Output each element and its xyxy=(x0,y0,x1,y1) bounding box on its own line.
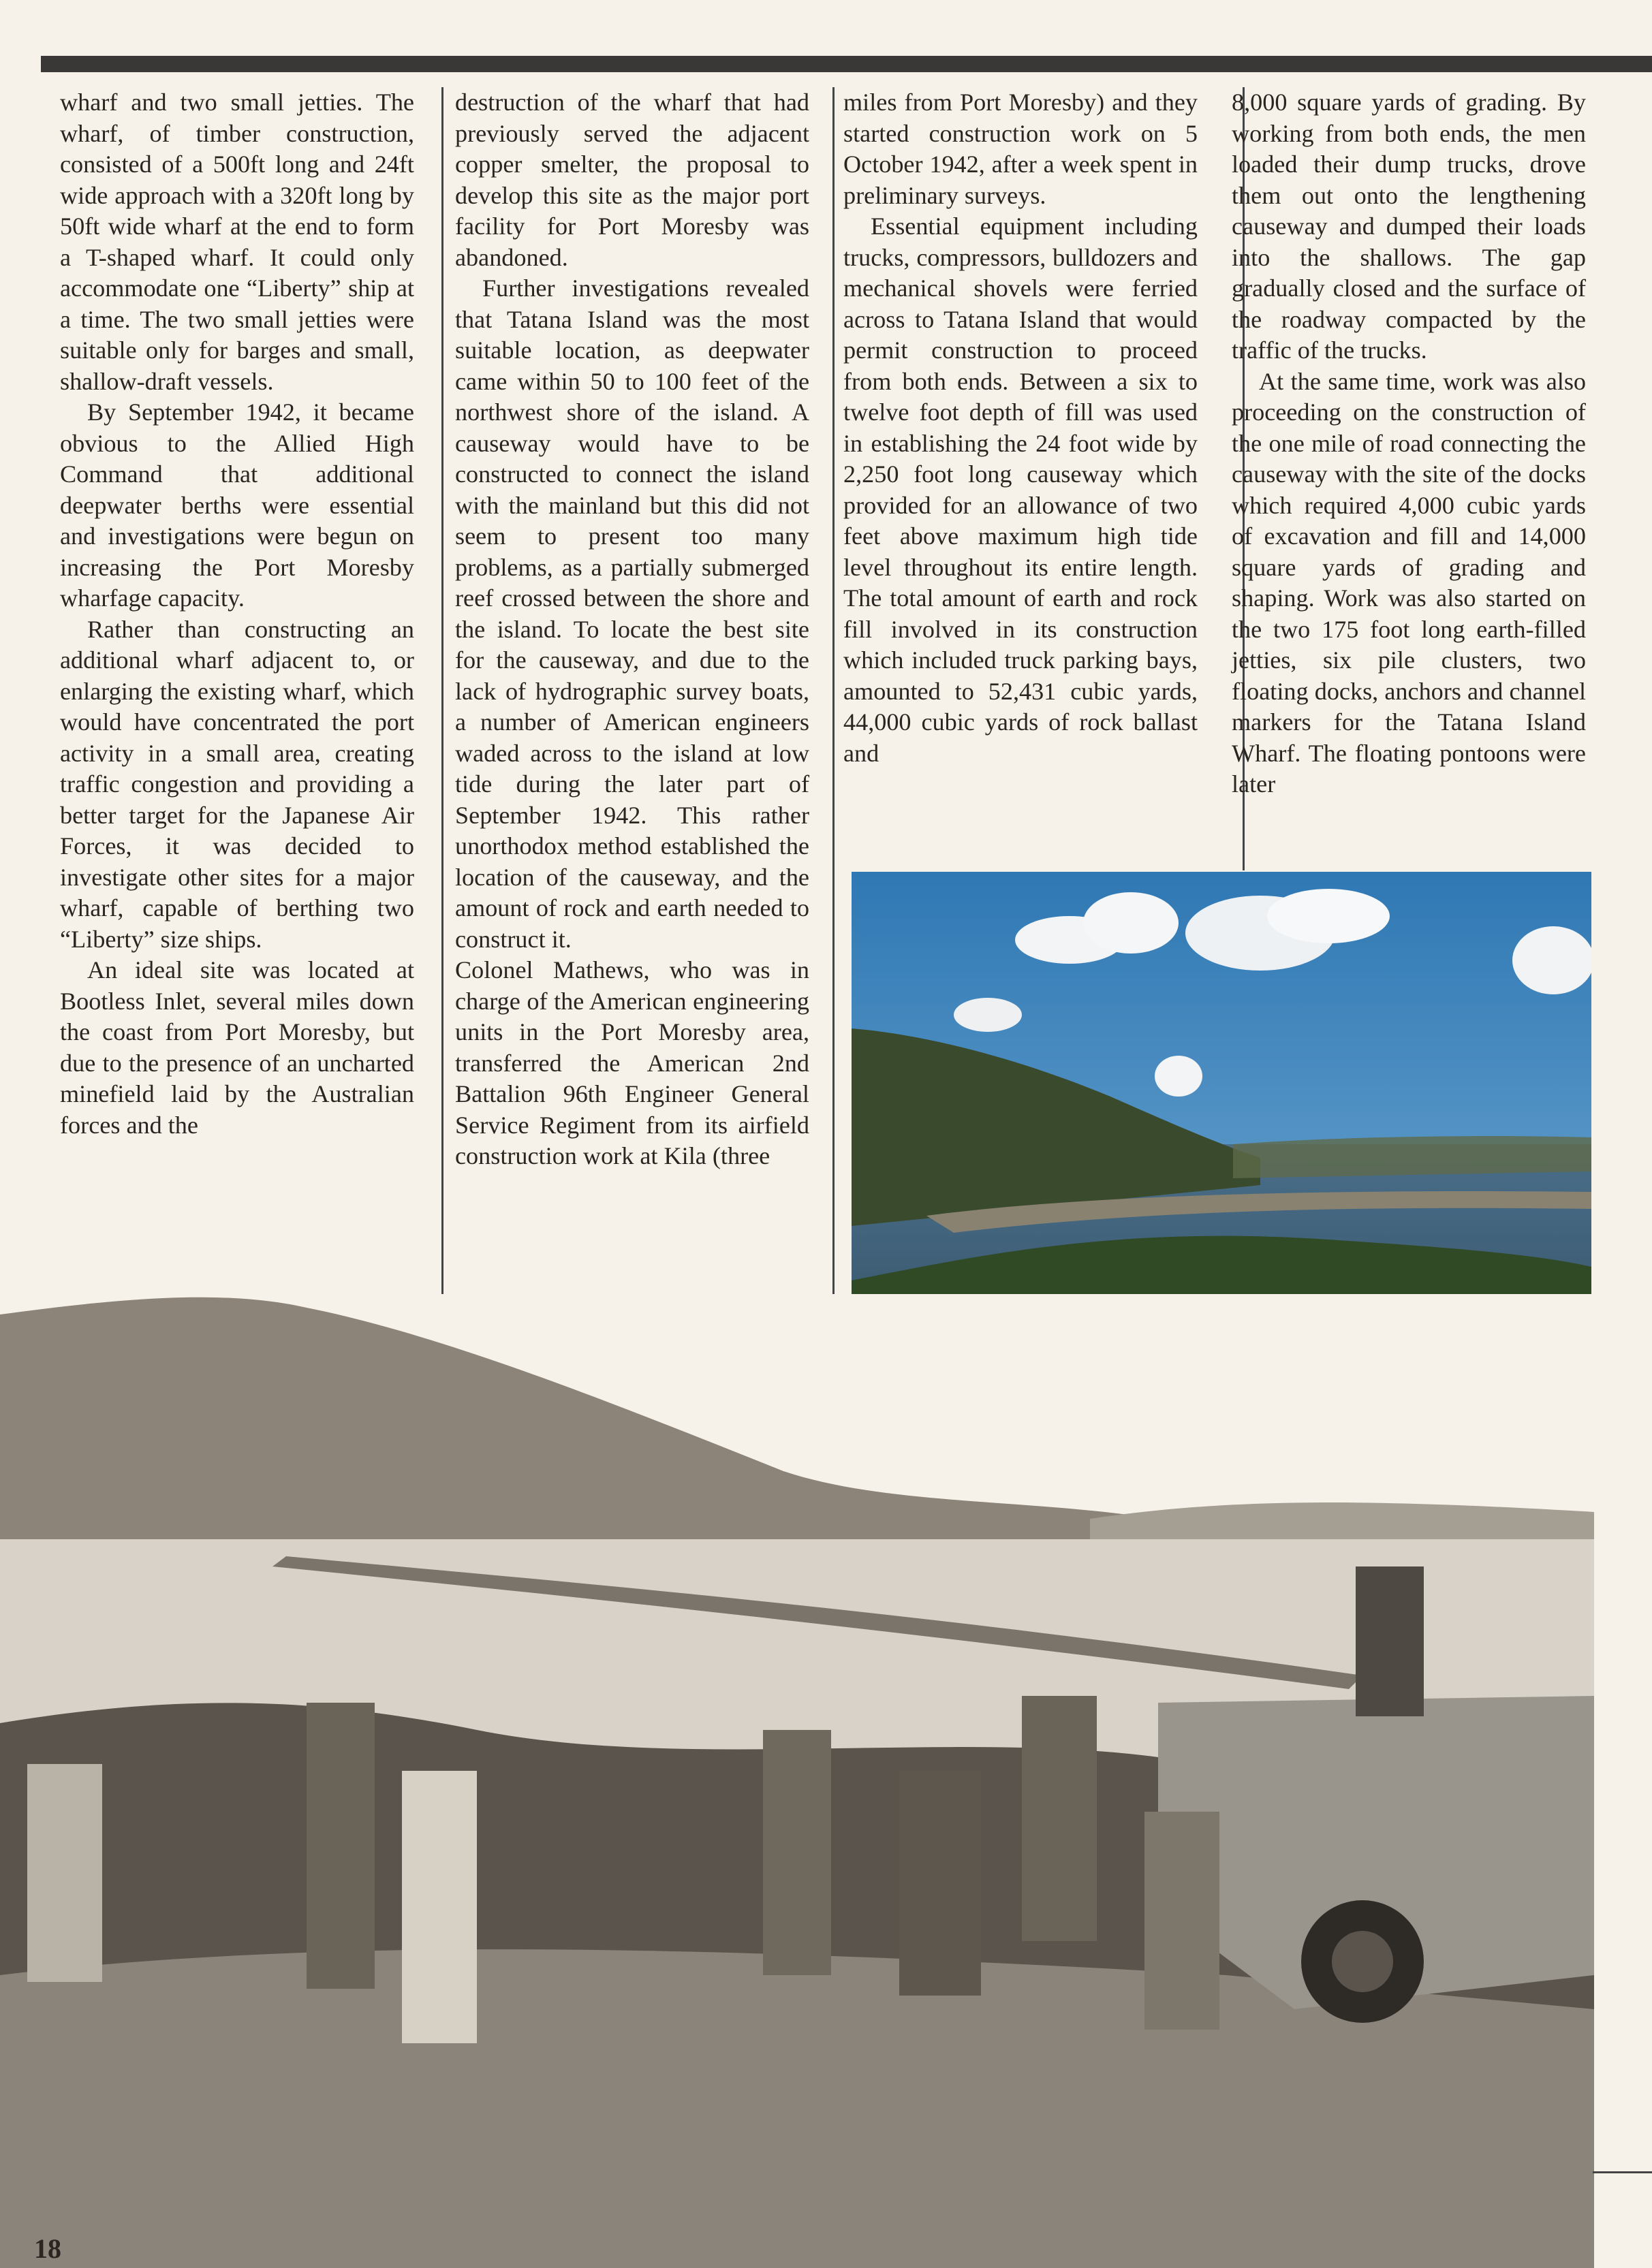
column-divider xyxy=(441,87,443,1368)
text-column-1 xyxy=(60,87,414,1141)
paragraph: 8,000 square yards of grading. By working from both ends, the men loaded their dump trucks, drove them out onto the lengthening causeway and dumped their loads into the shallows. The gap gradually closed and the surface of the roadway compacted by the traffic of the trucks. xyxy=(1232,89,1586,364)
corner-rule xyxy=(1593,2171,1652,2173)
paragraph: Colonel Mathews, who was in charge of the American engineering units in the Port Moresby area, transferred the American 2nd Battalion 96th Engineer General Service Regiment from its airfield construction work at Kila (three xyxy=(455,956,809,1169)
engineers-causeway-photo xyxy=(0,1294,1594,2268)
paragraph: Essential equipment including trucks, compressors, bulldozers and mechanical shovels were ferried across to Tatana Island that would permit construction to proceed from both ends. Between a six to twelve foot depth of fill was used in establishing the 24 foot wide by 2,250 foot long causeway which provided for an allowance of two feet above maximum high tide level throughout its entire length. The total amount of earth and rock fill involved in its construction which included truck parking bays, amounted to 52,431 cubic yards, 44,000 cubic yards of rock ballast and xyxy=(843,212,1198,767)
paragraph: wharf and two small jetties. The wharf, of timber construction, consisted of a 500ft long and 24ft wide approach with a 320ft long by 50ft wide wharf at the end to form a T-shaped wharf. It could only accommodate one “Liberty” ship at a time. The two small jetties were suitable only for barges and small, shallow-draft vessels. xyxy=(60,89,414,395)
paragraph: At the same time, work was also proceeding on the construction of the one mile of road connecting the causeway with the site of the docks which required 4,000 cubic yards of excavation and fill and 14,000 square yards of grading and shaping. Work was also started on the two 175 foot long earth-filled jetties, six pile clusters, two floating docks, anchors and channel markers for the Tatana Island Wharf. The floating pontoons were later xyxy=(1232,367,1586,798)
header-bar xyxy=(41,56,1652,72)
text-column-3 xyxy=(843,87,1198,769)
text-column-2 xyxy=(455,87,809,1172)
engineers-causeway-photo-image xyxy=(0,1294,1594,2268)
page-number: 18 xyxy=(34,2233,61,2264)
text-column-4 xyxy=(1232,87,1586,800)
paragraph: By September 1942, it became obvious to the Allied High Command that additional deepwater berths were essential and investigations were begun on increasing the Port Moresby wharfage capacity. xyxy=(60,398,414,612)
paragraph: destruction of the wharf that had previously served the adjacent copper smelter, the proposal to develop this site as the major port facility for Port Moresby was abandoned. xyxy=(455,89,809,271)
paragraph: miles from Port Moresby) and they started construction work on 5 October 1942, after a week spent in preliminary surveys. xyxy=(843,89,1198,209)
paragraph: An ideal site was located at Bootless Inlet, several miles down the coast from Port Moresby, but due to the presence of an uncharted minefield laid by the Australian forces and the xyxy=(60,956,414,1139)
paragraph: Rather than constructing an additional wharf adjacent to, or enlarging the existing wharf, which would have concentrated the port activity in a small area, creating traffic congestion and providing a better target for the Japanese Air Forces, it was decided to investigate other sites for a major wharf, capable of berthing two “Liberty” size ships. xyxy=(60,615,414,953)
paragraph: Further investigations revealed that Tatana Island was the most suitable location, as deepwater came within 50 to 100 feet of the northwest shore of the island. A causeway would have to be constructed to connect the island with the mainland but this did not seem to present too many problems, as a partially submerged reef crossed between the shore and the island. To locate the best site for the causeway, and due to the lack of hydrographic survey boats, a number of American engineers waded across to the island at low tide during the later part of September 1942. This rather unorthodox method established the location of the causeway, and the amount of rock and earth needed to construct it. xyxy=(455,274,809,953)
